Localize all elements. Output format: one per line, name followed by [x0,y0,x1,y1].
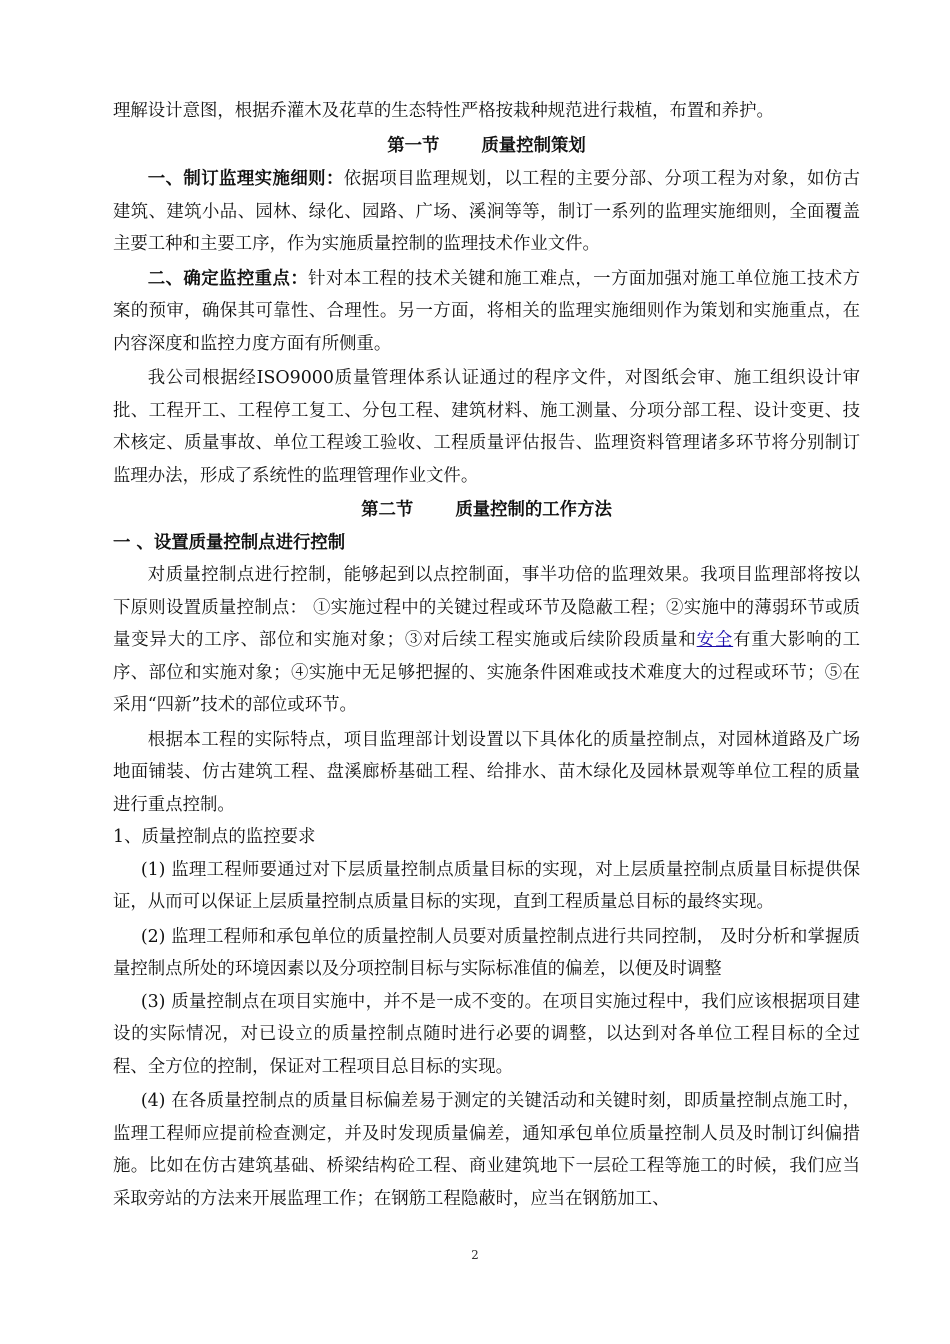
section-1-heading [113,130,860,163]
item-1-label: 一、制订监理实施细则： [147,169,344,189]
section-1-paragraph-3: 我公司根据经ISO9000质量管理体系认证通过的程序文件，对图纸会审、施工组织设计审批、工程开工、工程停工复工、分包工程、建筑材料、施工测量、分项分部工程、设计变更、技术核定、质量事故、单位工程竣工验收、工程质量评估报告、监理资料管理诸多环节将分别制订监理办法，形成了系统性的监理管理作业文件。 [113,368,860,486]
item-1-text: 依据项目监理规划，以工程的主要分部、分项工程为对象，如仿古建筑、建筑小品、园林、绿化、园路、广场、溪涧等等，制订一系列的监理实施细则，全面覆盖主要工种和主要工序，作为实施质量控制的监理技术作业文件。 [113,169,860,254]
section-2-paragraph-1 [113,559,860,722]
section-2-heading [113,494,860,527]
safety-link[interactable]: 安全 [696,630,734,650]
item-2-text: 针对本工程的技术关键和施工难点，一方面加强对施工单位施工技术方案的预审，确保其可靠性、合理性。另一方面，将相关的监理实施细则作为策划和实施重点，在内容深度和监控力度方面有所侧重。 [113,268,860,354]
paragraph-1-text-a: 对质量控制点进行控制，能够起到以点控制面，事半功倍的监理效果。我项目监理部将按以下原则设置质量控制点： ①实施过程中的关键过程或环节及隐蔽工程；②实施中的薄弱环节或质量变异大的工序、部位和实施对象；③对后续工程实施或后续阶段质量和 [113,565,860,650]
section-1-title: 质量控制策划 [481,135,586,156]
section-1-item-2 [113,263,860,361]
requirement-3: (3) 质量控制点在项目实施中，并不是一成不变的。在项目实施过程中，我们应该根据项目建设的实际情况，对已设立的质量控制点随时进行必要的调整，以达到对各单位工程目标的全过程、全方位的控制，保证对工程项目总目标的实现。 [113,991,860,1077]
section-2-title: 质量控制的工作方法 [455,500,612,520]
paragraph-1-text-b: 有重大影响的工序、部位和实施对象；④实施中无足够把握的、实施条件困难或技术难度大的过程或环节；⑤在采用“四新”技术的部位或环节。 [113,630,860,715]
section-2-paragraph-2: 根据本工程的实际特点，项目监理部计划设置以下具体化的质量控制点，对园林道路及广场地面铺装、仿古建筑工程、盘溪廊桥基础工程、给排水、苗木绿化及园林景观等单位工程的质量进行重点控制。 [113,729,860,815]
requirement-1: (1) 监理工程师要通过对下层质量控制点质量目标的实现，对上层质量控制点质量目标提供保证，从而可以保证上层质量控制点质量目标的实现，直到工程质量总目标的最终实现。 [113,859,860,912]
section-2-subheading-1: 一 、设置质量控制点进行控制 [113,532,346,553]
page-number: 2 [471,1248,479,1262]
section-2-number: 第二节 [361,500,414,520]
document-body [113,95,860,1215]
section-1-item-1 [113,163,860,261]
intro-line: 理解设计意图，根据乔灌木及花草的生态特性严格按栽种规范进行栽植，布置和养护。 [113,101,774,121]
monitoring-requirements-heading: 1、质量控制点的监控要求 [113,827,316,847]
requirement-4: (4) 在各质量控制点的质量目标偏差易于测定的关键活动和关键时刻，即质量控制点施工时，监理工程师应提前检查测定，并及时发现质量偏差，通知承包单位质量控制人员及时制订纠偏措施。比如在仿古建筑基础、桥梁结构砼工程、商业建筑地下一层砼工程等施工的时候，我们应当采取旁站的方法来开展监理工作；在钢筋工程隐蔽时，应当在钢筋加工、 [113,1091,860,1209]
requirement-2: (2) 监理工程师和承包单位的质量控制人员要对质量控制点进行共同控制， 及时分析和掌握质量控制点所处的环境因素以及分项控制目标与实际标准值的偏差，以便及时调整 [113,926,860,979]
section-1-number: 第一节 [387,135,440,156]
item-2-label: 二、确定监控重点： [147,268,309,289]
